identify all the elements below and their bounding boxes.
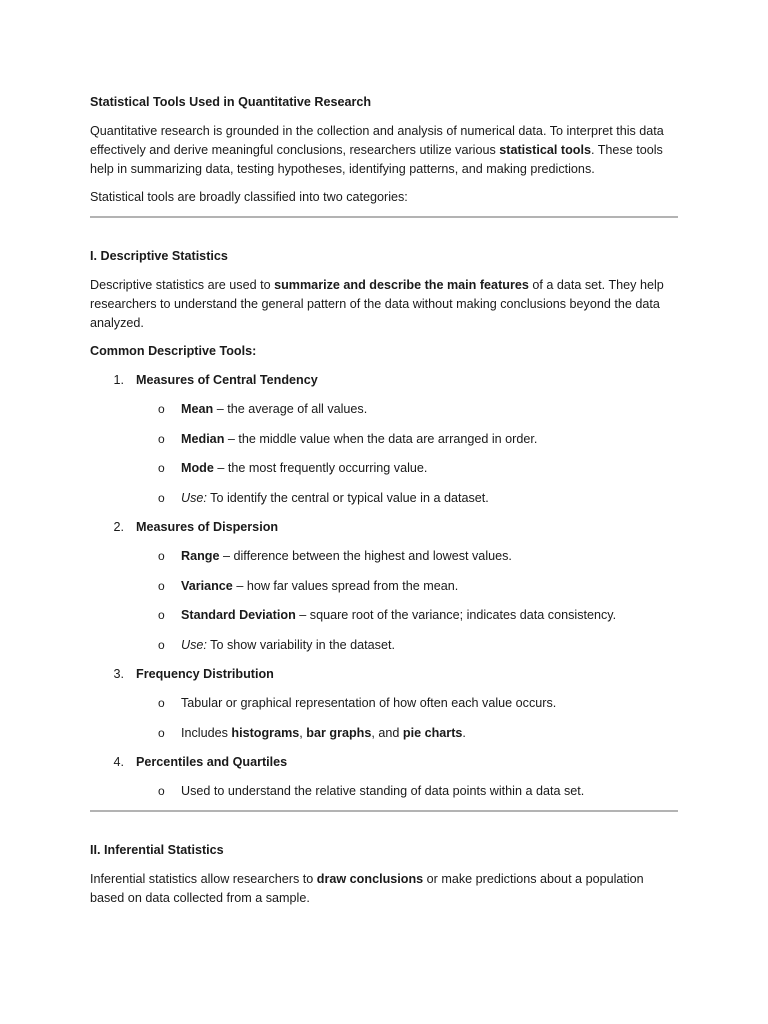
intro-text-end: . These tools help in summarizing data, testing hypotheses, identifying patterns, and making predictions. [90,143,663,176]
bullet-marker: o [158,579,165,593]
bullet-term: Variance [181,579,233,593]
bullet-text [181,577,701,596]
descriptive-text-end: of a data set. They help researchers to understand the general pattern of the data without making conclusions beyond the data analyzed. [90,278,664,330]
bullet-desc: – difference between the highest and lowest values. [219,549,512,563]
bullet-marker: o [158,549,165,563]
tools-heading: Common Descriptive Tools: [90,344,257,358]
pie-charts-term: pie charts [402,726,463,740]
list-number: 4. [113,755,124,769]
section-divider [90,810,678,812]
bullet-marker: o [158,784,165,798]
bullet-text [181,606,701,625]
inferential-text: Inferential statistics allow researchers to [90,872,317,886]
bullet-text [181,489,701,508]
bullet-text [181,430,701,449]
bullet-term: Mean [181,402,214,416]
separator: , [299,726,307,740]
inferential-emphasis: draw conclusions [316,872,424,886]
includes-text: Includes [181,726,232,740]
list-number: 1. [113,373,124,387]
bullet-text [181,459,701,478]
inferential-text-end: or make predictions about a population based on data collected from a sample. [90,872,644,905]
list-number: 2. [113,520,124,534]
bullet-text [181,636,701,655]
bullet-term: Mode [181,461,214,475]
list-item-title: Frequency Distribution [136,667,274,681]
descriptive-paragraph [90,276,680,333]
bullet-text [181,400,701,419]
intro-emphasis: statistical tools [499,143,591,157]
bullet-desc: – square root of the variance; indicates data consistency. [295,608,617,622]
bullet-marker: o [158,608,165,622]
histograms-term: histograms [231,726,300,740]
bullet-text [181,547,701,566]
descriptive-emphasis: summarize and describe the main features [274,278,529,292]
bullet-marker: o [158,491,165,505]
use-label: Use: [181,491,207,505]
separator: , and [371,726,403,740]
inferential-heading: II. Inferential Statistics [90,843,224,857]
bullet-marker: o [158,402,165,416]
bullet-desc: – the most frequently occurring value. [213,461,428,475]
descriptive-heading: I. Descriptive Statistics [90,249,228,263]
bullet-marker: o [158,432,165,446]
descriptive-text: Descriptive statistics are used to [90,278,275,292]
bullet-desc: – the middle value when the data are arranged in order. [224,432,538,446]
bullet-term: Range [181,549,220,563]
bullet-text [181,724,701,743]
bullet-marker: o [158,638,165,652]
bullet-text: Used to understand the relative standing of data points within a data set. [181,784,585,798]
bullet-text: Tabular or graphical representation of how often each value occurs. [181,696,557,710]
categories-line: Statistical tools are broadly classified into two categories: [90,190,408,204]
list-item-title: Percentiles and Quartiles [136,755,288,769]
section-divider [90,216,678,218]
bullet-marker: o [158,696,165,710]
intro-paragraph [90,122,680,179]
list-item-title: Measures of Central Tendency [136,373,318,387]
bullet-desc: To show variability in the dataset. [206,638,395,652]
bar-graphs-term: bar graphs [306,726,372,740]
use-label: Use: [181,638,207,652]
bullet-marker: o [158,726,165,740]
bullet-desc: – the average of all values. [213,402,368,416]
document-title: Statistical Tools Used in Quantitative Research [90,95,372,109]
bullet-marker: o [158,461,165,475]
list-number: 3. [113,667,124,681]
period: . [462,726,466,740]
bullet-desc: – how far values spread from the mean. [232,579,459,593]
bullet-term: Median [181,432,225,446]
bullet-desc: To identify the central or typical value in a dataset. [206,491,489,505]
intro-text: Quantitative research is grounded in the collection and analysis of numerical data. To interpret this data effectively and derive meaningful conclusions, researchers utilize various [90,124,664,157]
inferential-paragraph [90,870,680,908]
list-item-title: Measures of Dispersion [136,520,279,534]
bullet-term: Standard Deviation [181,608,296,622]
